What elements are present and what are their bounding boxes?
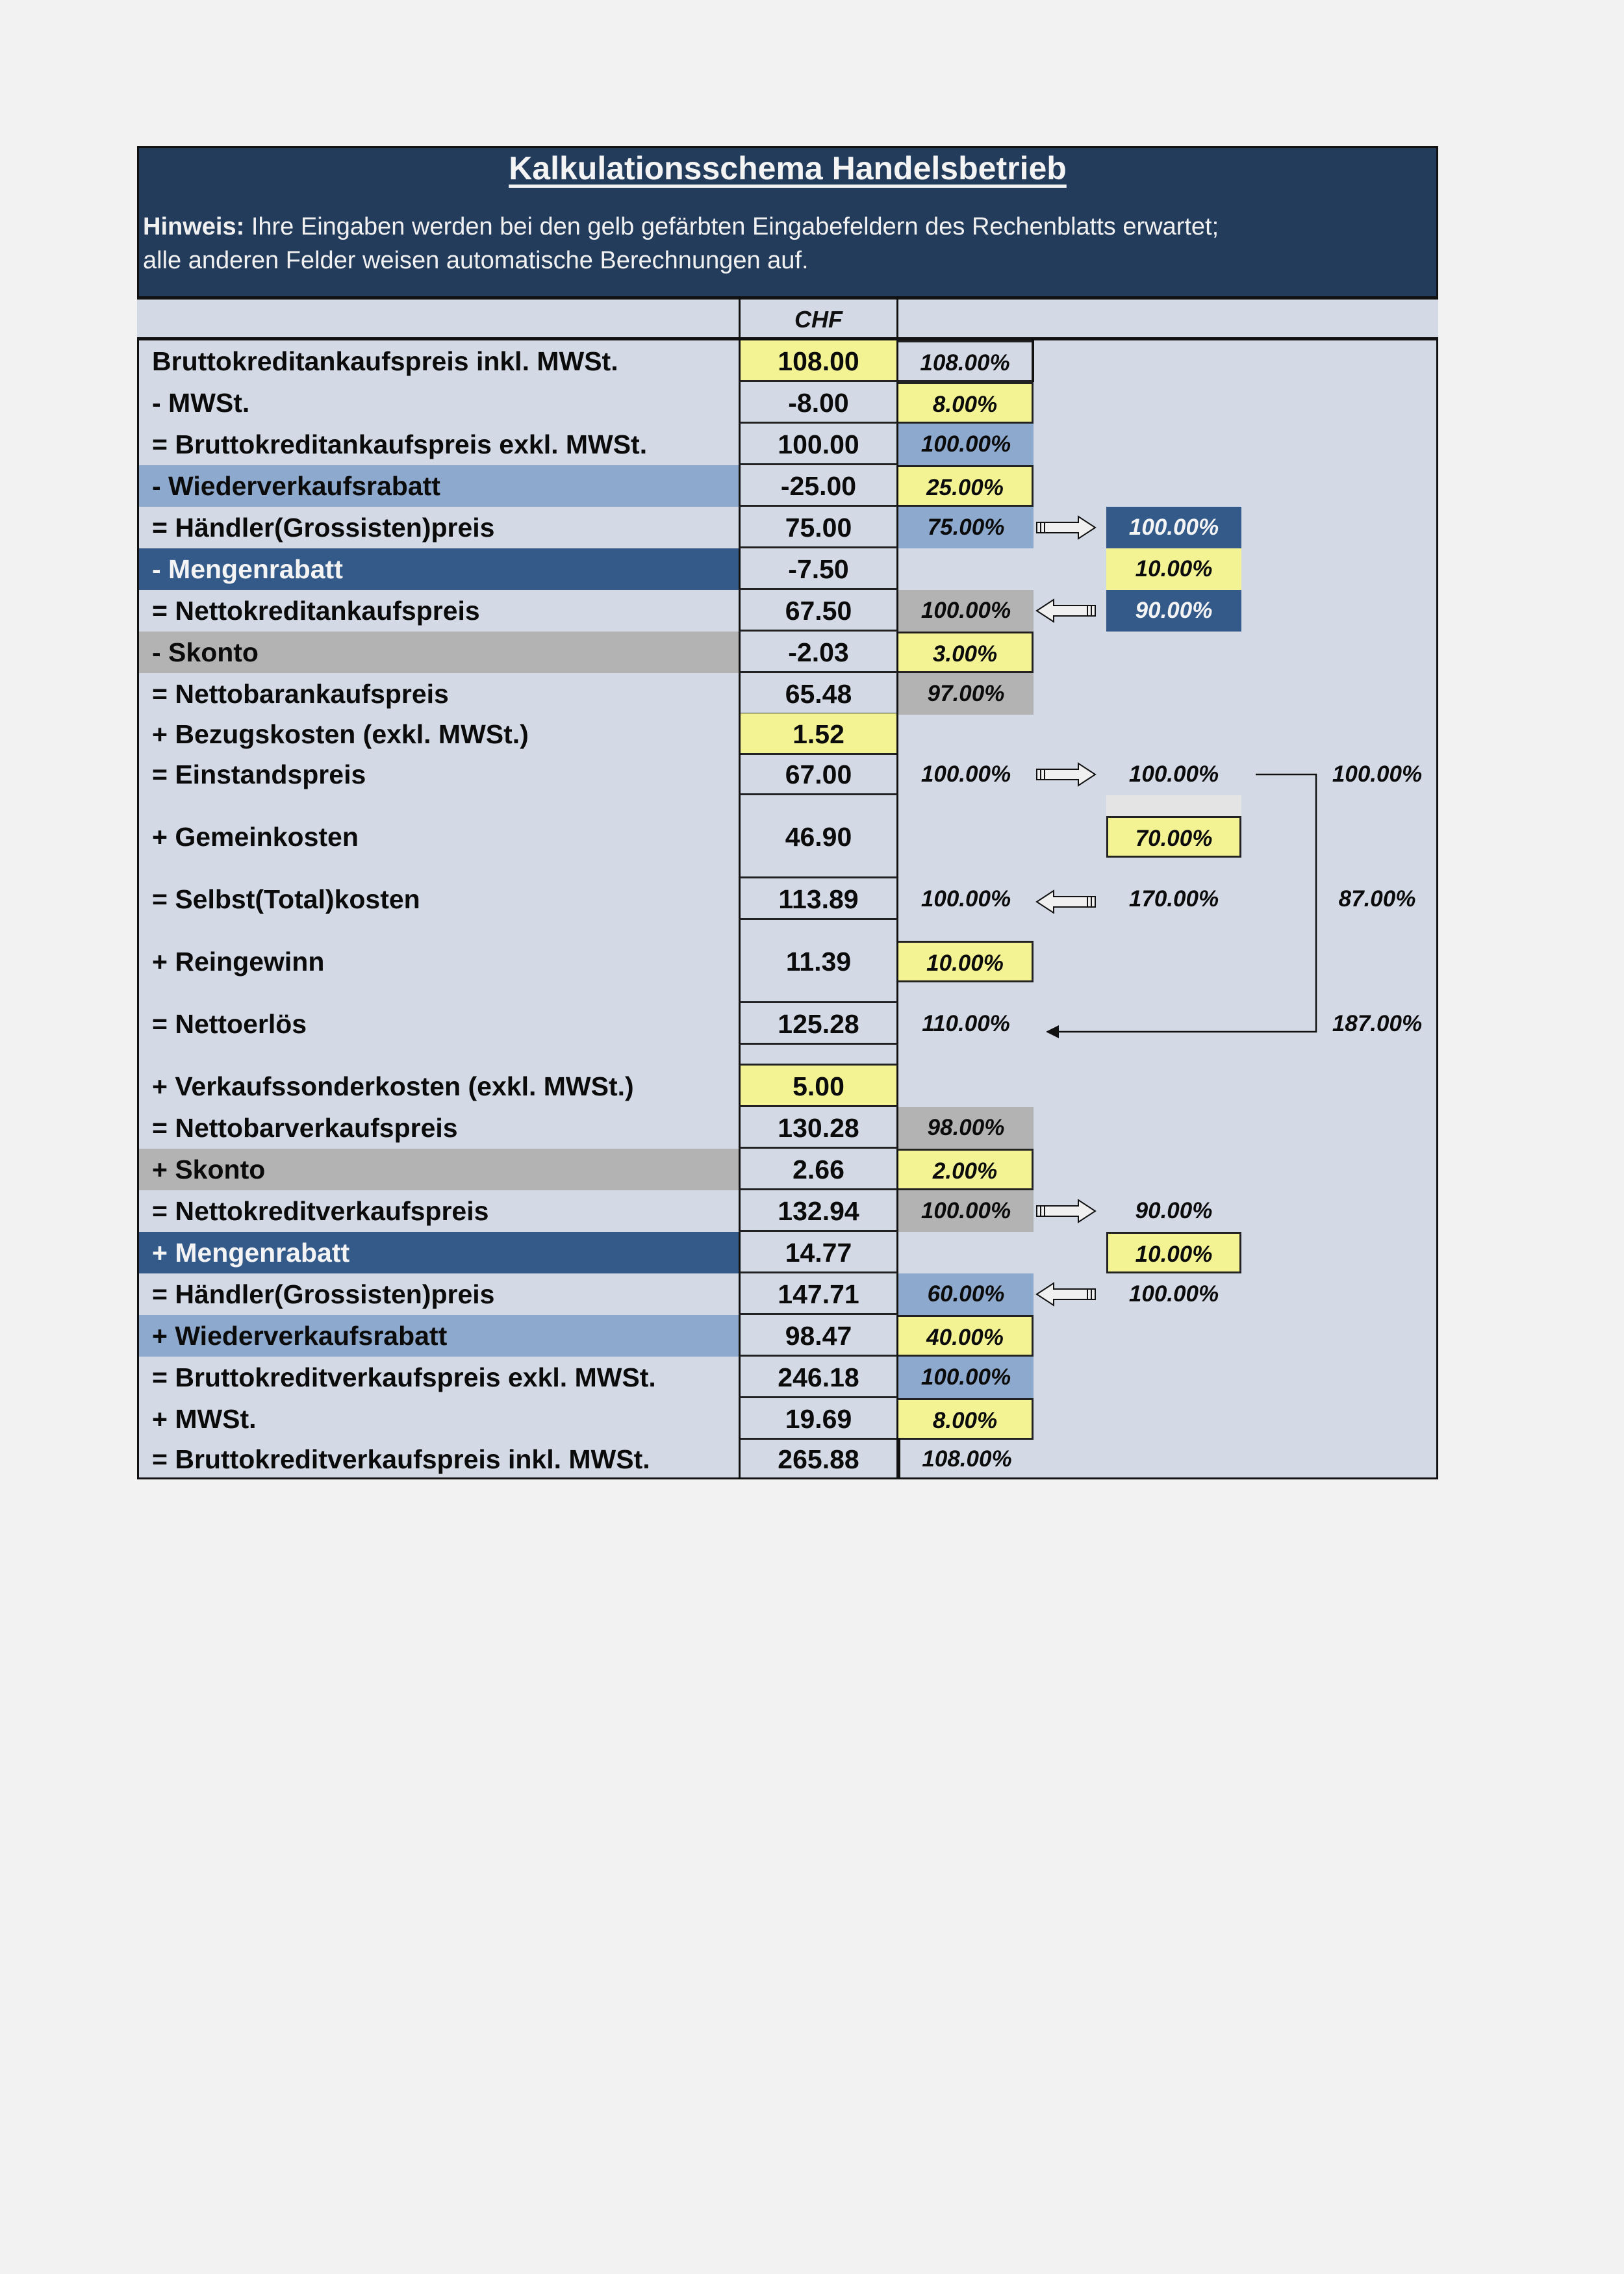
row-label: = Nettobarankaufspreis — [152, 679, 449, 709]
input-sales-vat-rate[interactable]: 8.00% — [898, 1398, 1034, 1440]
hint-text-line2: alle anderen Felder weisen automatische Berechnungen auf. — [143, 247, 809, 274]
chf-cell: 46.90 — [739, 795, 898, 878]
pct-cell: 97.00% — [898, 673, 1034, 715]
input-gross-purchase-price[interactable]: 108.00 — [739, 340, 898, 382]
pct-cell: 100.00% — [898, 1357, 1034, 1398]
pct-cell-tertiary: 187.00% — [1332, 1011, 1423, 1036]
row-label: - Mengenrabatt — [139, 548, 739, 590]
pct-cell: 108.00% — [898, 1438, 1034, 1477]
row-label: + Skonto — [139, 1149, 739, 1190]
input-vat-rate[interactable]: 8.00% — [898, 382, 1034, 424]
chf-cell: -25.00 — [739, 465, 898, 507]
input-quantity-discount-rate[interactable]: 10.00% — [1106, 548, 1241, 590]
pct-cell: 100.00% — [898, 590, 1034, 632]
pct-cell-secondary: 100.00% — [1128, 1281, 1219, 1307]
chf-cell: 2.66 — [739, 1149, 898, 1190]
pct-cell: 100.00% — [920, 886, 1011, 912]
pct-cell: 100.00% — [920, 761, 1011, 787]
pct-cell-secondary: 90.00% — [1135, 1198, 1213, 1223]
chf-cell: 14.77 — [739, 1232, 898, 1273]
row-label: = Bruttokreditankaufspreis exkl. MWSt. — [152, 429, 648, 459]
input-sales-cash-discount-rate[interactable]: 2.00% — [898, 1149, 1034, 1190]
row-label: = Einstandspreis — [152, 760, 366, 789]
row-label: = Händler(Grossisten)preis — [152, 513, 495, 543]
chf-cell: 147.71 — [739, 1273, 898, 1315]
chf-cell: 67.50 — [739, 590, 898, 632]
row-label: + Reingewinn — [152, 947, 325, 977]
row-label: - Skonto — [139, 632, 739, 673]
input-acquisition-costs[interactable]: 1.52 — [739, 713, 898, 755]
chf-cell: 11.39 — [739, 920, 898, 1003]
input-special-sales-costs[interactable]: 5.00 — [739, 1066, 898, 1107]
input-sales-resale-discount-rate[interactable]: 40.00% — [898, 1315, 1034, 1357]
pct-cell: 98.00% — [898, 1107, 1034, 1149]
row-label: = Bruttokreditverkaufspreis inkl. MWSt. — [152, 1444, 650, 1474]
chf-cell: -8.00 — [739, 382, 898, 424]
pct-cell: 110.00% — [922, 1011, 1010, 1036]
chf-cell: 19.69 — [739, 1398, 898, 1440]
pct-cell-tertiary: 100.00% — [1332, 761, 1423, 787]
pct-cell-tertiary: 87.00% — [1338, 886, 1416, 912]
hint-label: Hinweis: — [143, 213, 245, 240]
chf-cell: -7.50 — [739, 548, 898, 590]
pct-cell-secondary: 100.00% — [1128, 761, 1219, 787]
row-label: = Nettoerlös — [152, 1009, 307, 1039]
arrow-right-icon — [1037, 1200, 1095, 1222]
chf-cell: 130.28 — [739, 1107, 898, 1149]
arrow-left-icon — [1037, 600, 1095, 622]
row-label: + Verkaufssonderkosten (exkl. MWSt.) — [152, 1071, 634, 1101]
row-label: = Bruttokreditverkaufspreis exkl. MWSt. — [152, 1362, 656, 1392]
row-label: + Mengenrabatt — [139, 1232, 739, 1273]
input-overhead-rate[interactable]: 70.00% — [1106, 816, 1241, 858]
row-label: = Nettobarverkaufspreis — [152, 1113, 458, 1143]
arrow-right-icon — [1037, 517, 1095, 539]
row-label: = Händler(Grossisten)preis — [152, 1279, 495, 1309]
arrow-left-icon — [1037, 1283, 1095, 1305]
chf-cell: 132.94 — [739, 1190, 898, 1232]
row-label: Bruttokreditankaufspreis inkl. MWSt. — [152, 346, 618, 376]
row-label: = Selbst(Total)kosten — [152, 884, 420, 914]
arrow-left-icon — [1037, 891, 1095, 913]
pct-cell-secondary: 170.00% — [1128, 886, 1219, 912]
chf-cell: 246.18 — [739, 1357, 898, 1398]
chf-cell: 98.47 — [739, 1315, 898, 1357]
input-resale-discount-rate[interactable]: 25.00% — [898, 465, 1034, 507]
row-label: - MWSt. — [152, 388, 250, 418]
pct-cell: 100.00% — [898, 1190, 1034, 1232]
pct-cell: 108.00% — [898, 340, 1034, 382]
row-label: + MWSt. — [152, 1404, 257, 1434]
pct-cell-secondary: 100.00% — [1106, 507, 1241, 548]
pct-cell: 60.00% — [898, 1273, 1034, 1315]
chf-cell: 265.88 — [739, 1438, 898, 1477]
chf-cell: 75.00 — [739, 507, 898, 548]
chf-cell: 100.00 — [739, 424, 898, 465]
row-label: + Wiederverkaufsrabatt — [139, 1315, 739, 1357]
arrow-right-icon — [1037, 763, 1095, 786]
input-sales-quantity-discount-rate[interactable]: 10.00% — [1106, 1232, 1241, 1273]
pct-cell-secondary: 90.00% — [1106, 590, 1241, 632]
input-cash-discount-rate[interactable]: 3.00% — [898, 632, 1034, 673]
chf-cell: -2.03 — [739, 632, 898, 673]
hint-text-line1: Ihre Eingaben werden bei den gelb gefärbten Eingabefeldern des Rechenblatts erwartet; — [251, 213, 1219, 240]
chf-cell: 113.89 — [739, 878, 898, 920]
row-label: = Nettokreditverkaufspreis — [152, 1196, 489, 1226]
row-label: + Bezugskosten (exkl. MWSt.) — [152, 719, 529, 749]
row-label: + Gemeinkosten — [152, 822, 359, 852]
row-label: = Nettokreditankaufspreis — [152, 596, 480, 626]
chf-cell: 67.00 — [739, 754, 898, 795]
input-profit-rate[interactable]: 10.00% — [898, 941, 1034, 982]
currency-column-header: CHF — [739, 300, 898, 340]
row-label: - Wiederverkaufsrabatt — [139, 465, 739, 507]
pct-cell: 100.00% — [898, 424, 1034, 465]
pct-cell: 75.00% — [898, 507, 1034, 548]
page-title: Kalkulationsschema Handelsbetrieb — [509, 150, 1067, 186]
chf-cell: 125.28 — [739, 1003, 898, 1045]
chf-cell: 65.48 — [739, 673, 898, 715]
